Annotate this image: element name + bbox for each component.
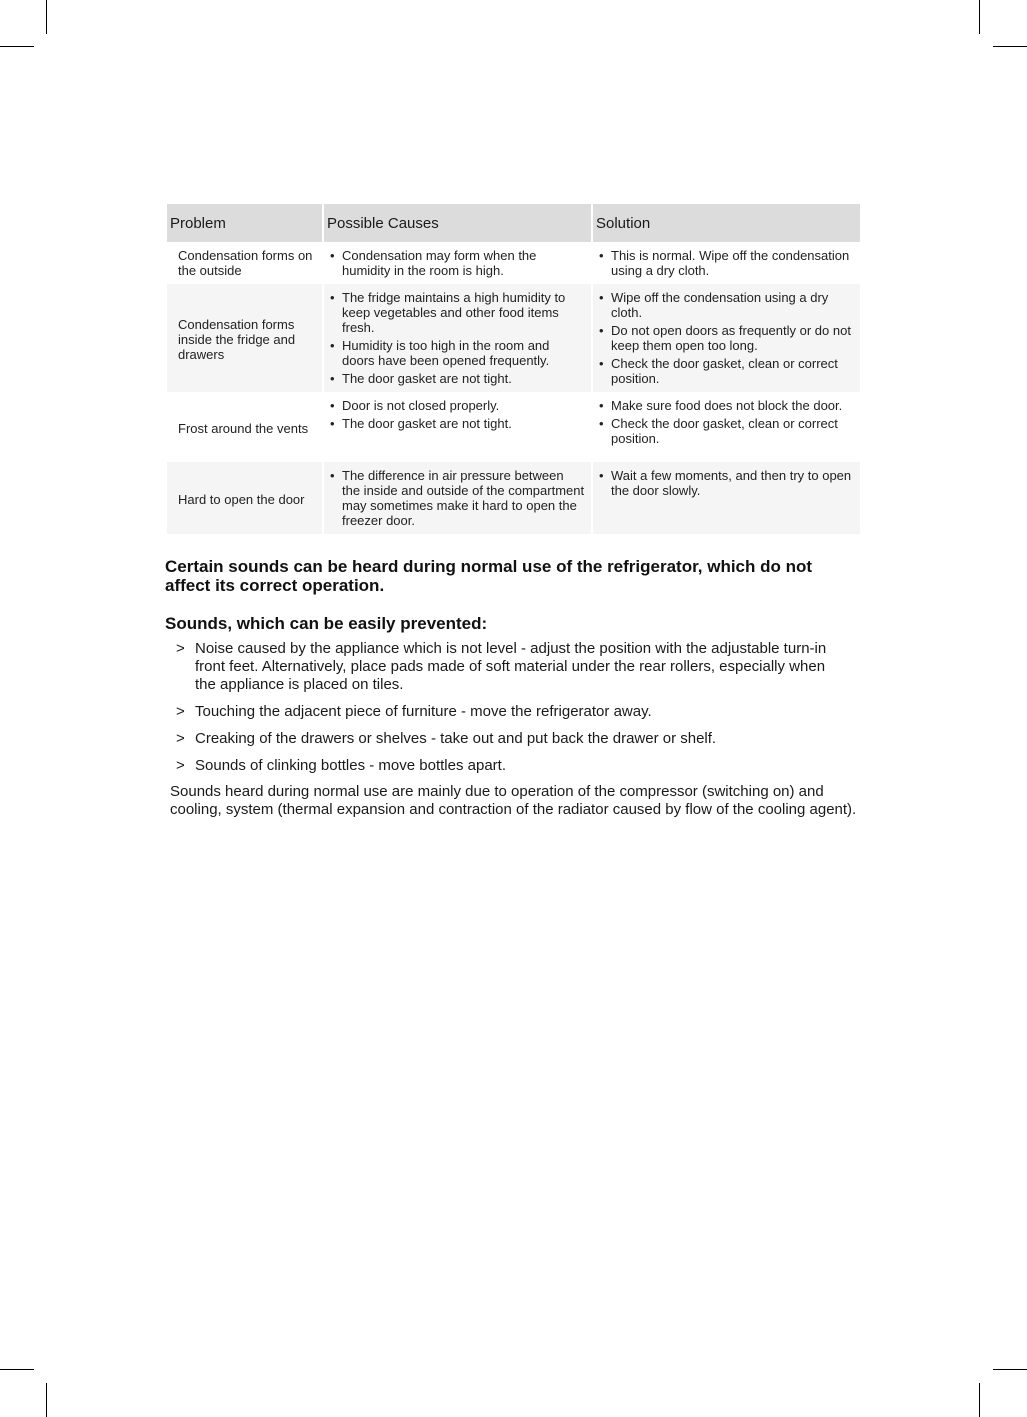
list-marker: > <box>176 757 185 774</box>
table-row <box>167 242 860 284</box>
list-item: • The door gasket are not tight. <box>330 371 512 386</box>
crop-mark <box>993 1369 1027 1370</box>
crop-mark <box>0 1369 34 1370</box>
list-item: > Touching the adjacent piece of furniture - move the refrigerator away. <box>176 703 652 720</box>
list-marker: > <box>176 730 185 747</box>
list-item: • Wipe off the condensation using a dry cloth. <box>599 290 829 320</box>
list-item: • Check the door gasket, clean or correct position. <box>599 416 838 446</box>
list-item: • The door gasket are not tight. <box>330 416 512 431</box>
problem-cell: Frost around the vents <box>167 392 322 462</box>
crop-mark <box>993 46 1027 47</box>
list-item: • The fridge maintains a high humidity to keep vegetables and other food items fresh. <box>330 290 566 335</box>
solution-cell <box>593 462 860 534</box>
header-possible-causes: Possible Causes <box>324 204 591 242</box>
list-marker: > <box>176 703 185 720</box>
crop-mark <box>46 1383 47 1417</box>
crop-mark <box>979 1383 980 1417</box>
list-item: • Condensation may form when the humidity in the room is high. <box>330 248 537 278</box>
list-item: > Creaking of the drawers or shelves - take out and put back the drawer or shelf. <box>176 730 717 747</box>
causes-cell <box>324 242 591 284</box>
list-item: • This is normal. Wipe off the condensation using a dry cloth. <box>599 248 850 278</box>
solution-cell <box>593 392 860 462</box>
table-header-row <box>167 204 860 242</box>
header-solution: Solution <box>593 204 860 242</box>
closing-paragraph: Sounds heard during normal use are mainly due to operation of the compressor (switching on) and cooling, system (thermal expansion and contraction of the radiator caused by flow of the cooling agent). <box>170 783 857 818</box>
list-item: • Wait a few moments, and then try to open the door slowly. <box>599 468 852 498</box>
crop-mark <box>0 46 34 47</box>
problem-cell: Condensation forms on the outside <box>167 242 322 284</box>
crop-mark <box>979 0 980 34</box>
sounds-list <box>170 640 850 784</box>
list-item: • Do not open doors as frequently or do not keep them open too long. <box>599 323 851 353</box>
crop-mark <box>46 0 47 34</box>
solution-cell <box>593 284 860 392</box>
causes-cell <box>324 284 591 392</box>
table-row <box>167 284 860 392</box>
list-item: • Humidity is too high in the room and doors have been opened frequently. <box>330 338 550 368</box>
causes-cell <box>324 462 591 534</box>
list-marker: > <box>176 640 185 657</box>
table-row <box>167 392 860 462</box>
sounds-intro-heading: Certain sounds can be heard during normal use of the refrigerator, which do not affect its correct operation. <box>165 557 813 595</box>
problem-cell: Hard to open the door <box>167 462 322 534</box>
list-item: • Door is not closed properly. <box>330 398 500 413</box>
list-item: • Make sure food does not block the door. <box>599 398 843 413</box>
list-item: • The difference in air pressure between the inside and outside of the compartment may sometimes make it hard to open the freezer door. <box>330 468 585 528</box>
list-item: > Noise caused by the appliance which is not level - adjust the position with the adjustable turn-in front feet. Alternatively, place pads made of soft material under the rear rollers, especially when the appliance is placed on tiles. <box>176 640 827 693</box>
list-item: • Check the door gasket, clean or correct position. <box>599 356 838 386</box>
solution-cell <box>593 242 860 284</box>
causes-cell <box>324 392 591 462</box>
problem-cell: Condensation forms inside the fridge and drawers <box>167 284 322 392</box>
troubleshooting-table <box>165 204 862 534</box>
table-row <box>167 462 860 534</box>
header-problem: Problem <box>167 204 322 242</box>
list-item: > Sounds of clinking bottles - move bottles apart. <box>176 757 507 774</box>
sounds-prevented-heading: Sounds, which can be easily prevented: <box>165 614 488 633</box>
